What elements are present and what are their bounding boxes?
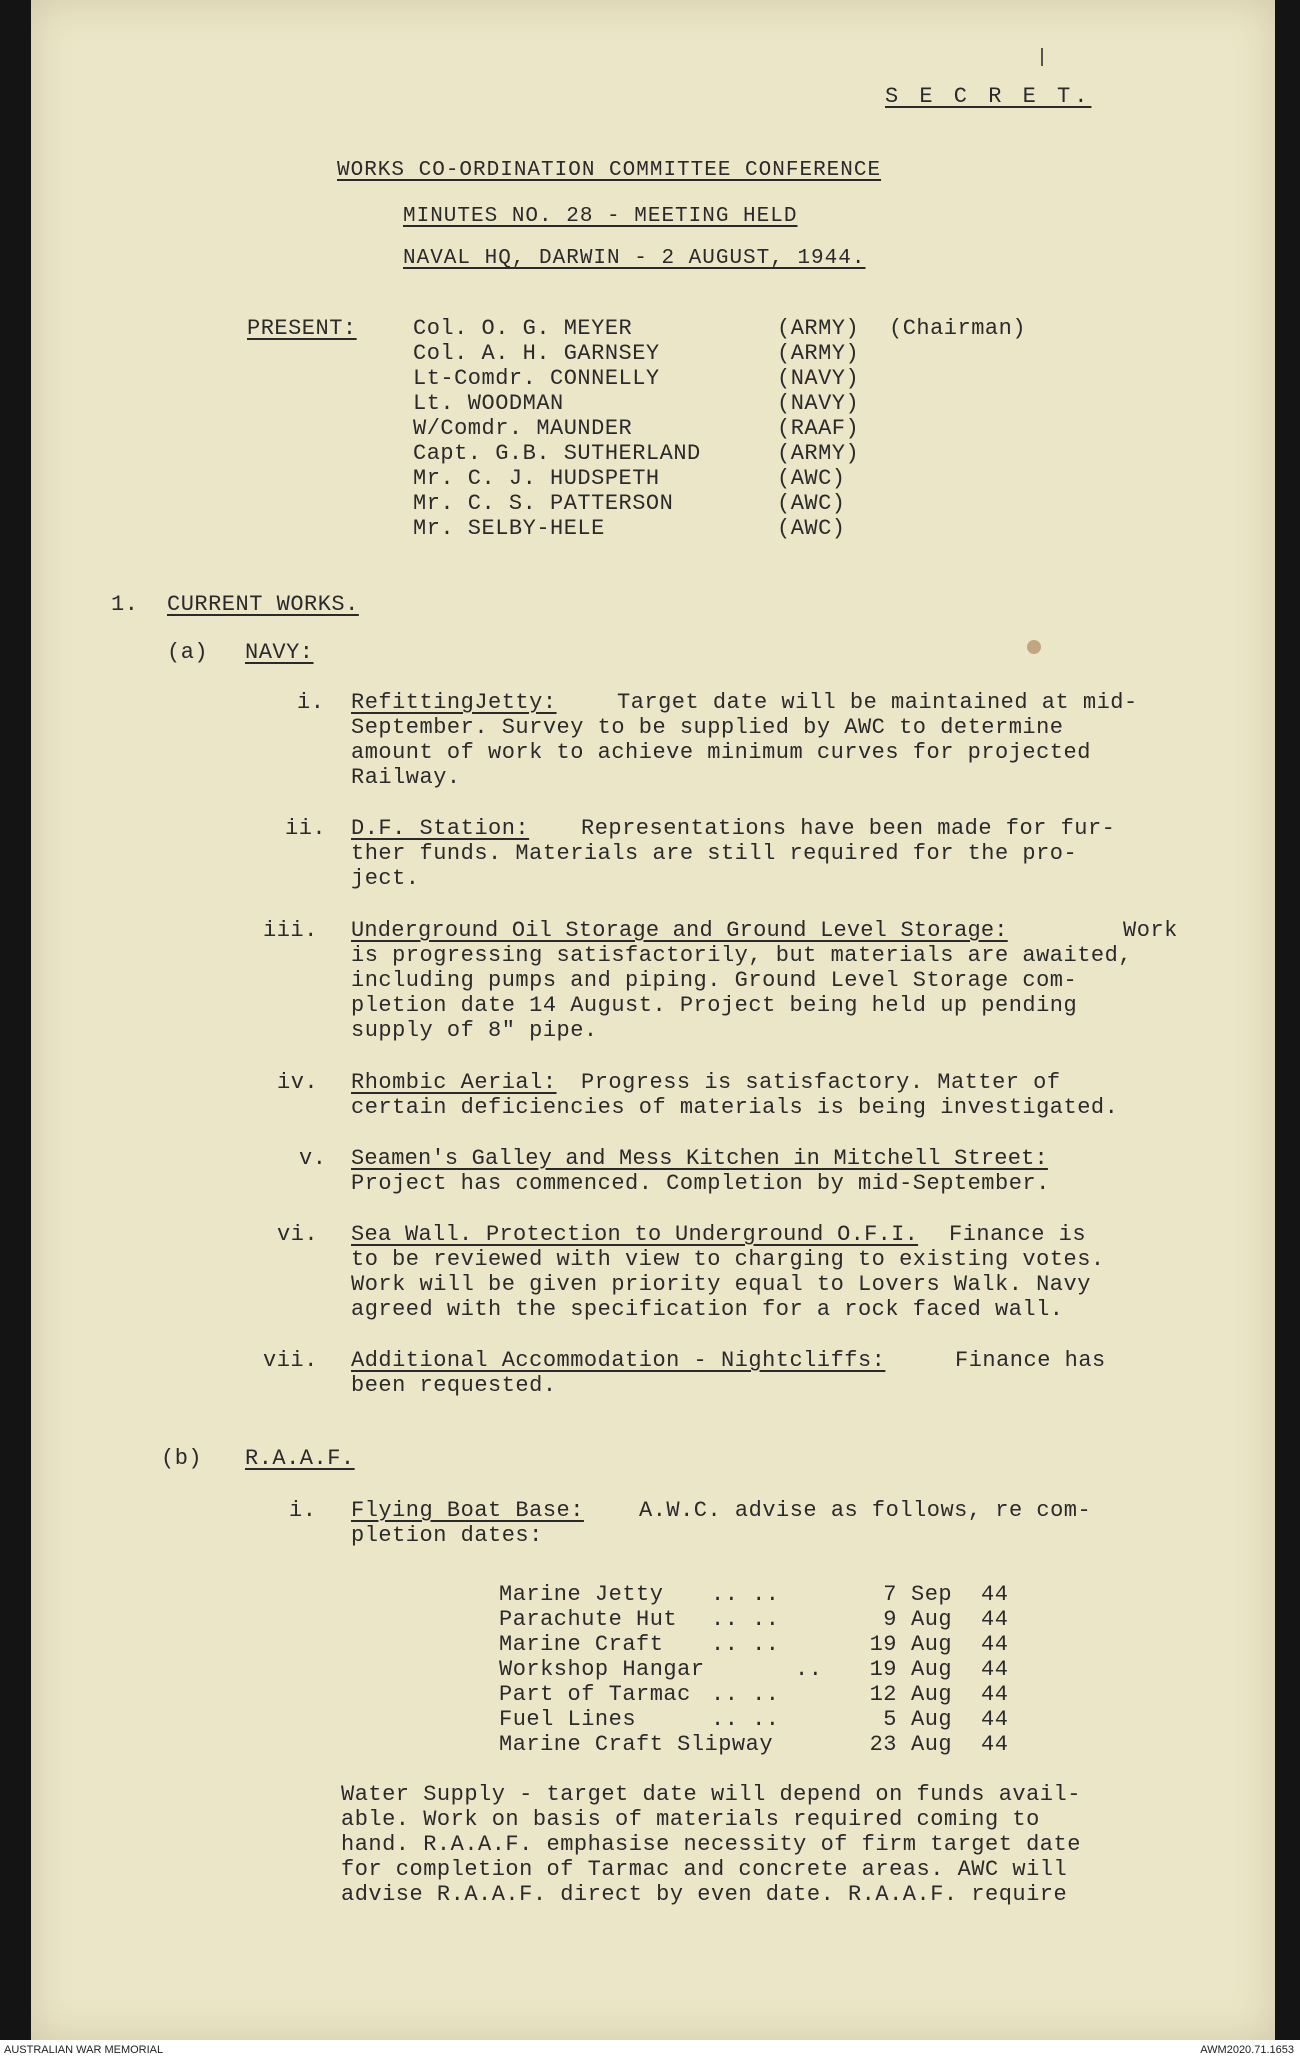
table-row-item: Marine Craft xyxy=(499,1632,664,1657)
table-row-item: Parachute Hut xyxy=(499,1607,678,1632)
table-row-month: Aug xyxy=(911,1682,953,1707)
table-row-month: Aug xyxy=(911,1607,953,1632)
table-row-dots: .. .. xyxy=(711,1582,780,1607)
paragraph-line: advise R.A.A.F. direct by even date. R.A.A.F. require xyxy=(341,1882,1068,1907)
table-row-month: Aug xyxy=(911,1732,953,1757)
attendee-name: Mr. C. J. HUDSPETH xyxy=(413,466,660,491)
classification-marking: S E C R E T. xyxy=(885,84,1092,109)
table-row-year: 44 xyxy=(981,1657,1009,1682)
table-row-day: 19 xyxy=(869,1632,897,1657)
subsection-heading-raaf: R.A.A.F. xyxy=(245,1446,355,1471)
subsection-letter: (b) xyxy=(161,1446,203,1471)
attendee-name: Col. O. G. MEYER xyxy=(413,316,633,341)
attendee-name: Mr. C. S. PATTERSON xyxy=(413,491,674,516)
item-number: ii. xyxy=(285,816,327,841)
attendee-service: (ARMY) xyxy=(777,441,860,466)
section-heading: CURRENT WORKS. xyxy=(167,592,359,617)
item-text: Work xyxy=(1123,918,1178,943)
item-number: v. xyxy=(299,1146,327,1171)
paragraph-line: for completion of Tarmac and concrete areas. AWC will xyxy=(341,1857,1068,1882)
paragraph-line: Water Supply - target date will depend on funds avail- xyxy=(341,1782,1081,1807)
item-text: to be reviewed with view to charging to existing votes. xyxy=(351,1247,1105,1272)
item-title: D.F. Station: xyxy=(351,816,530,841)
footer-source: AUSTRALIAN WAR MEMORIAL xyxy=(4,2044,164,2056)
subsection-heading-navy: NAVY: xyxy=(245,640,314,665)
item-title: Sea Wall. Protection to Underground O.F.I. xyxy=(351,1222,919,1247)
item-number: vii. xyxy=(263,1348,318,1373)
table-row-year: 44 xyxy=(981,1632,1009,1657)
table-row-month: Aug xyxy=(911,1657,953,1682)
present-label: PRESENT: xyxy=(247,316,357,341)
table-row-day: 7 xyxy=(883,1582,897,1607)
table-row-item: Marine Craft Slipway xyxy=(499,1732,774,1757)
item-title: RefittingJetty: xyxy=(351,690,557,715)
attendee-service: (NAVY) xyxy=(777,366,860,391)
attendee-name: W/Comdr. MAUNDER xyxy=(413,416,633,441)
table-row-dots: .. .. xyxy=(711,1707,780,1732)
item-text: including pumps and piping. Ground Level Storage com- xyxy=(351,968,1078,993)
table-row-year: 44 xyxy=(981,1582,1009,1607)
document-page xyxy=(31,0,1275,2040)
attendee-name: Col. A. H. GARNSEY xyxy=(413,341,660,366)
section-number: 1. xyxy=(111,592,139,617)
attendee-service: (RAAF) xyxy=(777,416,860,441)
item-text: ther funds. Materials are still required for the pro- xyxy=(351,841,1078,866)
attendee-name: Lt. WOODMAN xyxy=(413,391,564,416)
table-row-dots: .. .. xyxy=(711,1607,780,1632)
attendee-name: Lt-Comdr. CONNELLY xyxy=(413,366,660,391)
title-line-1: WORKS CO-ORDINATION COMMITTEE CONFERENCE xyxy=(337,159,882,182)
item-text: September. Survey to be supplied by AWC to determine xyxy=(351,715,1064,740)
item-text: Target date will be maintained at mid- xyxy=(617,690,1138,715)
item-text: supply of 8" pipe. xyxy=(351,1018,598,1043)
table-row-day: 23 xyxy=(869,1732,897,1757)
pencil-tick xyxy=(1041,48,1043,66)
item-text: Railway. xyxy=(351,765,461,790)
attendee-name: Capt. G.B. SUTHERLAND xyxy=(413,441,701,466)
item-title: Underground Oil Storage and Ground Level Storage: xyxy=(351,918,1008,943)
item-number: vi. xyxy=(277,1222,319,1247)
chairman-role: (Chairman) xyxy=(889,316,1027,341)
table-row-dots: .. .. xyxy=(711,1632,780,1657)
table-row-month: Sep xyxy=(911,1582,953,1607)
item-text: agreed with the specification for a rock faced wall. xyxy=(351,1297,1064,1322)
table-row-item: Part of Tarmac xyxy=(499,1682,691,1707)
item-text: amount of work to achieve minimum curves for projected xyxy=(351,740,1091,765)
item-text: pletion date 14 August. Project being held up pending xyxy=(351,993,1078,1018)
attendee-service: (AWC) xyxy=(777,516,846,541)
table-row-year: 44 xyxy=(981,1682,1009,1707)
item-number: i. xyxy=(289,1498,317,1523)
title-line-3: NAVAL HQ, DARWIN - 2 AUGUST, 1944. xyxy=(403,247,866,270)
title-line-2: MINUTES NO. 28 - MEETING HELD xyxy=(403,205,798,228)
item-text: Progress is satisfactory. Matter of xyxy=(581,1070,1061,1095)
table-row-day: 9 xyxy=(883,1607,897,1632)
table-row-day: 12 xyxy=(869,1682,897,1707)
paragraph-line: able. Work on basis of materials required coming to xyxy=(341,1807,1040,1832)
attendee-service: (AWC) xyxy=(777,466,846,491)
subsection-letter: (a) xyxy=(167,640,209,665)
item-title: Seamen's Galley and Mess Kitchen in Mitchell Street: xyxy=(351,1146,1048,1171)
table-row-item: Fuel Lines xyxy=(499,1707,637,1732)
archive-footer xyxy=(0,2040,1300,2061)
attendee-service: (NAVY) xyxy=(777,391,860,416)
item-text: Work will be given priority equal to Lovers Walk. Navy xyxy=(351,1272,1091,1297)
item-text: ject. xyxy=(351,866,420,891)
item-number: iii. xyxy=(263,918,318,943)
table-row-month: Aug xyxy=(911,1632,953,1657)
item-text: Finance is xyxy=(949,1222,1087,1247)
item-text: is progressing satisfactorily, but materials are awaited, xyxy=(351,943,1133,968)
table-row-year: 44 xyxy=(981,1607,1009,1632)
item-text: Finance has xyxy=(955,1348,1106,1373)
table-row-item: Marine Jetty xyxy=(499,1582,664,1607)
attendee-service: (ARMY) xyxy=(777,341,860,366)
item-text: Project has commenced. Completion by mid-September. xyxy=(351,1171,1050,1196)
table-row-dots: .. .. xyxy=(711,1682,780,1707)
attendee-name: Mr. SELBY-HELE xyxy=(413,516,605,541)
item-text: certain deficiencies of materials is being investigated. xyxy=(351,1095,1119,1120)
paragraph-line: hand. R.A.A.F. emphasise necessity of firm target date xyxy=(341,1832,1081,1857)
footer-accession-number: AWM2020.71.1653 xyxy=(1200,2044,1294,2056)
table-row-day: 19 xyxy=(869,1657,897,1682)
table-row-day: 5 xyxy=(883,1707,897,1732)
table-row-dots: .. xyxy=(795,1657,823,1682)
item-title: Additional Accommodation - Nightcliffs: xyxy=(351,1348,886,1373)
table-row-item: Workshop Hangar xyxy=(499,1657,705,1682)
table-row-year: 44 xyxy=(981,1732,1009,1757)
item-number: iv. xyxy=(277,1070,319,1095)
item-title: Rhombic Aerial: xyxy=(351,1070,557,1095)
item-text: been requested. xyxy=(351,1373,557,1398)
attendee-service: (AWC) xyxy=(777,491,846,516)
item-text: Representations have been made for fur- xyxy=(581,816,1116,841)
paper-stain xyxy=(1027,640,1041,654)
table-row-year: 44 xyxy=(981,1707,1009,1732)
attendee-service: (ARMY) xyxy=(777,316,860,341)
item-number: i. xyxy=(297,690,325,715)
table-row-month: Aug xyxy=(911,1707,953,1732)
item-text: A.W.C. advise as follows, re com- xyxy=(639,1498,1092,1523)
item-title: Flying Boat Base: xyxy=(351,1498,584,1523)
item-text: pletion dates: xyxy=(351,1523,543,1548)
